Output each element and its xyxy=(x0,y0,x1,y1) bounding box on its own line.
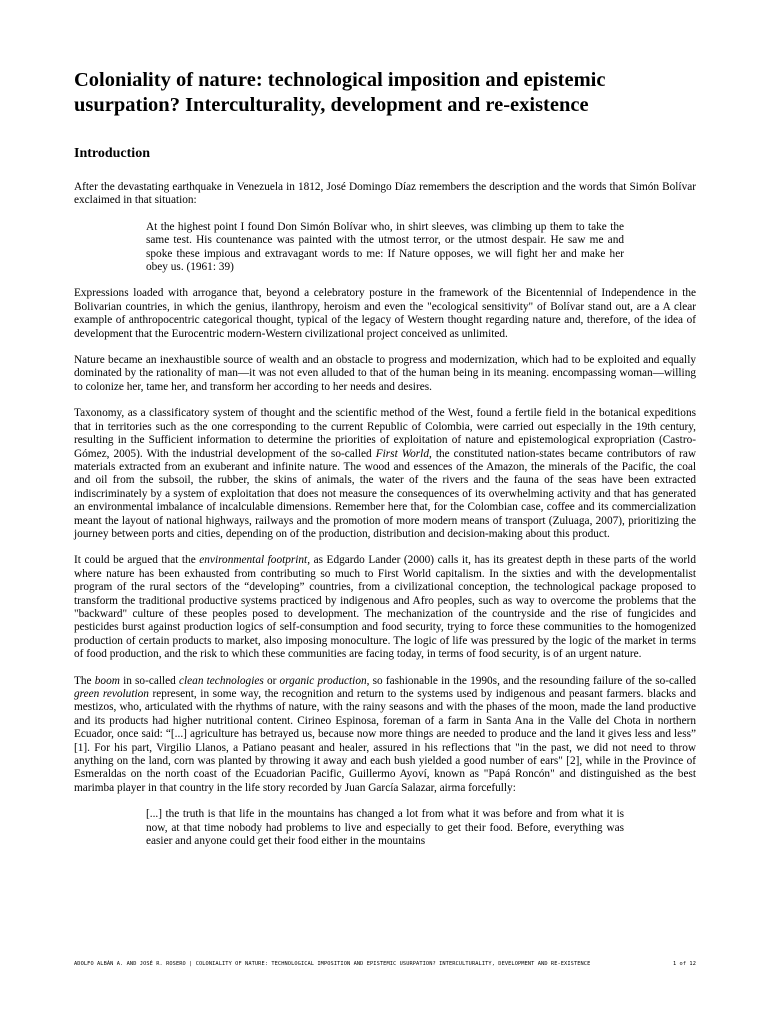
paragraph-6-emphasis-2: clean technologies xyxy=(179,674,264,687)
paragraph-5 xyxy=(74,554,696,661)
footer-running-title: ADOLFO ALBÁN A. AND JOSÉ R. ROSERO | COLONIALITY OF NATURE: TECHNOLOGICAL IMPOSITION AND EPISTEMIC USURPATION? INTERCULTURALITY, DEVELOPMENT AND RE-EXISTENCE xyxy=(74,961,591,967)
paper-title: Coloniality of nature: technological imposition and epistemic usurpation? Interculturality, development and re-existence xyxy=(74,69,606,116)
paragraph-2: Expressions loaded with arrogance that, beyond a celebratory posture in the framework of the Bicentennial of Independence in the Bolivarian countries, in which the genius, ilanthropy, heroism and even the "ecological sensitivity" of Bolívar stand out, are a A clear example of anthropocentric categorical thought, typical of the legacy of Western thought regarding nature and, therefore, of the idea of development that the Eurocentric modern-Western civilizational project conceived as unlimited. xyxy=(74,287,696,340)
paragraph-6-text-c: or xyxy=(263,674,280,687)
page-number: 1 of 12 xyxy=(672,961,696,967)
paragraph-6-text-e: represent, in some way, the recognition and return to the systems used by indigenous and peasant farmers. blacks and mestizos, who, articulated with the rhythms of nature, with the rainy seasons and with the phases of the moon, made the land productive and its products had higher nutritional content. Cirineo Espinosa, foreman of a farm in Santa Ana in the Valle del Chota in northern Ecuador, once said: “[...] agriculture has betrayed us, because now more things are needed to produce and the land it gives less and less” [1]. For his part, Virgilio Llanos, a Patiano peasant and healer, assured in his reflections that "in the past, we did not need to throw anything on the land, corn was planted by throwing it away and each bush yielded a good number of ears" [2], while in the Province of Esmeraldas on the north coast of the Ecuadorian Pacific, Guillermo Ayoví, known as "Papá Roncón" and distinguished as the best marimba player in that country in the life story recorded by Juan García Salazar, airma forcefully: xyxy=(74,688,696,794)
paragraph-1: After the devastating earthquake in Venezuela in 1812, José Domingo Díaz remembers the description and the words that Simón Bolívar exclaimed in that situation: xyxy=(74,181,696,207)
paragraph-3: Nature became an inexhaustible source of wealth and an obstacle to progress and modernization, which had to be exploited and equally dominated by the rationality of man—it was not even alluded to that of the human being in its meaning. encompassing woman—willing to colonize her, tame her, and transform her according to her needs and desires. xyxy=(74,354,696,393)
paragraph-6-text-d: , so fashionable in the 1990s, and the resounding failure of the so-called xyxy=(366,674,696,687)
paragraph-4-text-b: , the constituted nation-states became contributors of raw materials extracted from an exuberant and infinite nature. The wood and essences of the Amazon, the minerals of the Pacific, the coal and oil from the subsoil, the rubber, the skins of animals, the water of the rivers and the fauna of the seas have been extracted indiscriminately by a system of exploitation that does not measure the consequences of its overwhelming activity and that has generated an environmental imbalance of incalculable dimensions. Remember here that, for the Colombian case, coffee and its commercialization meant the layout of national highways, railways and the promotion of more modern means of transport (Zuluaga, 2007), prioritizing the journey between ports and cities, depending on of the production, distribution and decision-making about this product. xyxy=(74,447,696,540)
paragraph-5-emphasis: environmental footprint xyxy=(199,554,308,567)
page-footer xyxy=(74,961,696,967)
paragraph-6-text-b: in so-called xyxy=(119,674,179,687)
block-quote-papa-roncon: [...] the truth is that life in the mountains has changed a lot from what it was before and from what it is now, at that time nobody had problems to live and especially to get their food. Before, everything was easier and anyone could get their food either in the mountains xyxy=(146,808,624,848)
paragraph-5-text-a: It could be argued that the xyxy=(74,554,200,567)
paragraph-6-emphasis-3: organic production xyxy=(279,674,367,687)
paragraph-4-emphasis: First World xyxy=(375,447,429,460)
section-heading-introduction: Introduction xyxy=(74,146,150,161)
paragraph-6-emphasis-1: boom xyxy=(94,674,120,687)
paragraph-5-text-b: , as Edgardo Lander (2000) calls it, has its greatest depth in these parts of the world where nature has been exhausted from contributing so much to First World capitalism. In the sixties and with the developmentalist program of the rural sectors of the “developing” countries, from a civilizational conception, the technological package proposed to transform the traditional productive systems practiced by indigenous and Afro peoples, such as way to overcome the problems that the "backward" culture of these peoples posed to development. The mechanization of the countryside and the rise of fungicides and pesticides burst against production logics of self-consumption and food security, trying to force these communities to the homogenized production of certain products to market, also imposing monoculture. The logic of life was pressured by the logic of the market in terms of food production, and the risk to which these communities are facing today, in terms of food security, is of an urgent nature. xyxy=(74,554,696,661)
paragraph-6-emphasis-4: green revolution xyxy=(74,688,149,700)
paragraph-6 xyxy=(74,675,696,796)
paragraph-4-text-a: Taxonomy, as a classificatory system of thought and the scientific method of the West, found a fertile field in the botanical expeditions that in territories such as the one corresponding to the current Republic of Colombia, were carried out especially in the 19th century, resulting in the Sufficient information to determine the priorities of exploitation of nature and epistemological expropriation (Castro-Gómez, 2005). With the industrial development of the so-called xyxy=(74,407,696,460)
page-content xyxy=(74,68,696,848)
paragraph-6-text-a: The xyxy=(74,674,95,687)
paragraph-4 xyxy=(74,407,696,541)
block-quote-bolivar: At the highest point I found Don Simón Bolívar who, in shirt sleeves, was climbing up them to take the same test. His countenance was painted with the utmost terror, or the utmost despair. He saw me and spoke these impious and extravagant words to me: If Nature opposes, we will fight her and make her obey us. (1961: 39) xyxy=(146,220,624,274)
